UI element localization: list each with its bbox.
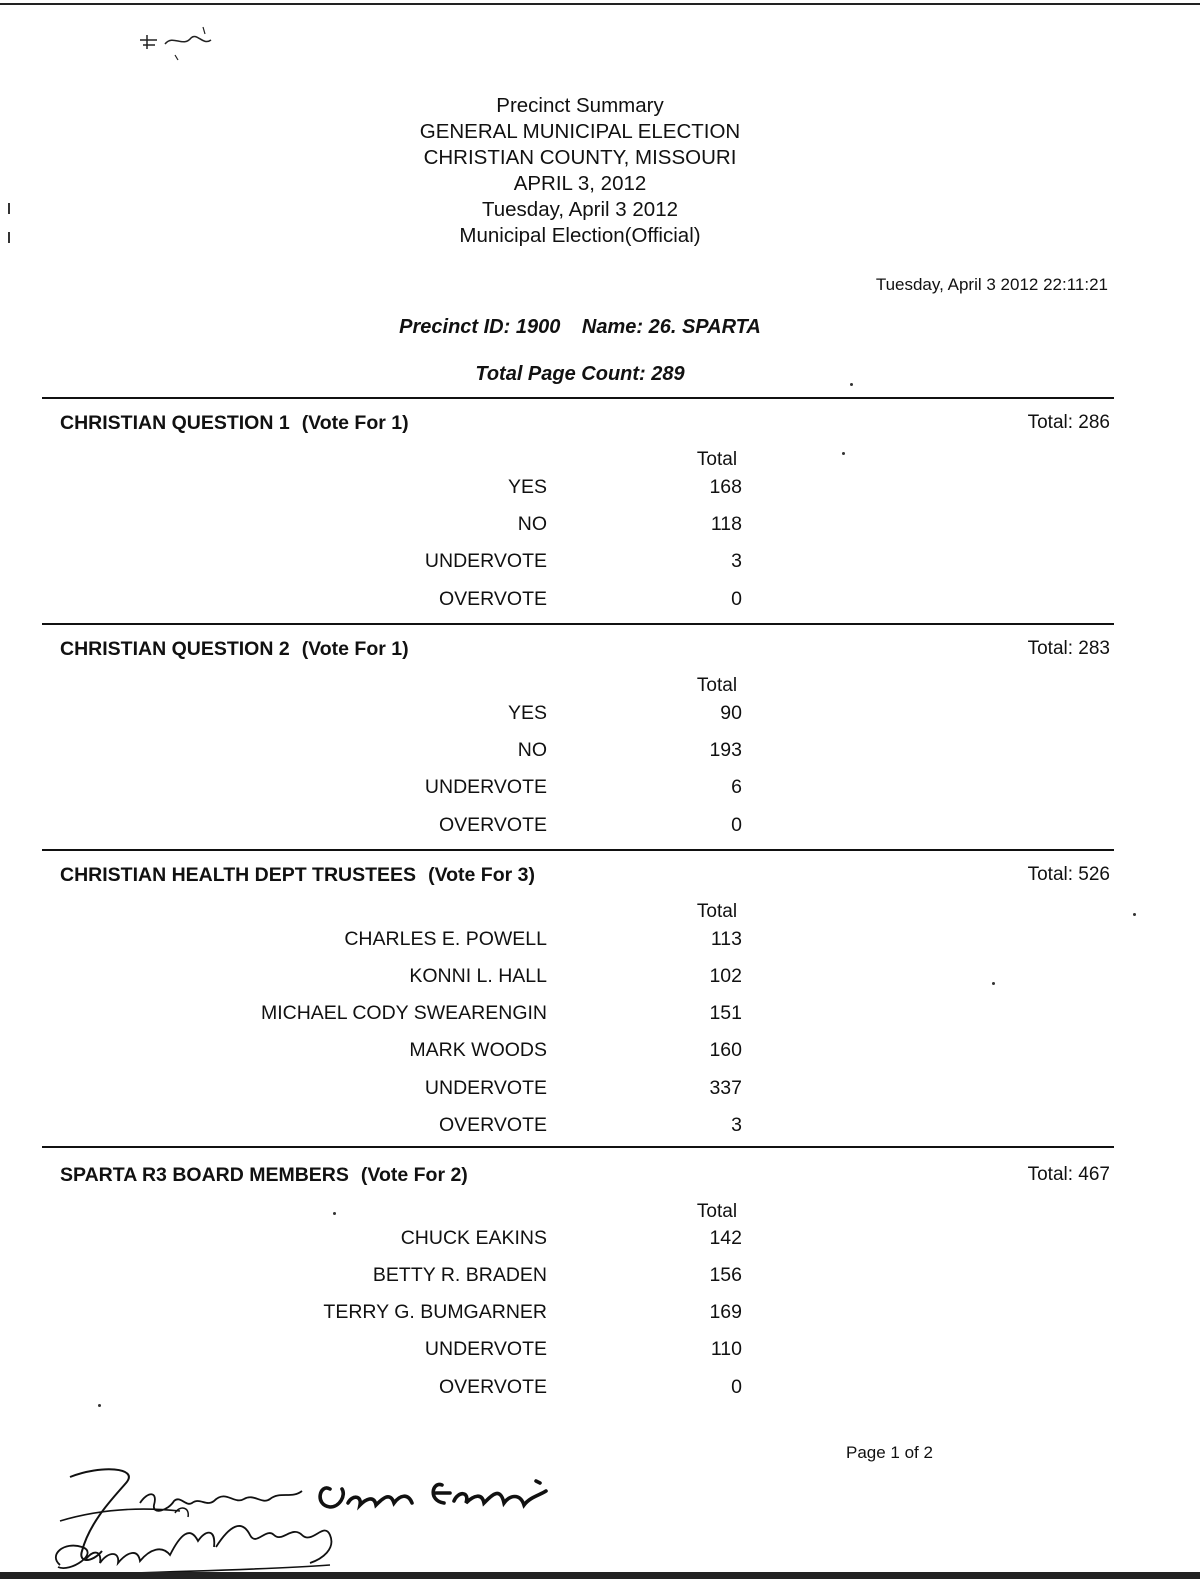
- bottom-edge-bar: [0, 1572, 1200, 1579]
- choice-name: OVERVOTE: [438, 1114, 547, 1136]
- choice-name: OVERVOTE: [438, 1376, 547, 1398]
- choice-name: CHUCK EAKINS: [400, 1227, 547, 1249]
- contest-total: Total: 286: [1027, 412, 1110, 433]
- choice-votes: 160: [709, 1039, 742, 1061]
- choice-name: MICHAEL CODY SWEARENGIN: [260, 1002, 547, 1024]
- choice-votes: 142: [709, 1227, 742, 1249]
- contest-title: [60, 1164, 468, 1187]
- handwritten-initials: [135, 22, 225, 77]
- scan-speck: [992, 982, 995, 985]
- header-line: CHRISTIAN COUNTY, MISSOURI: [423, 146, 737, 169]
- result-row: [0, 550, 1200, 578]
- scan-speck: [98, 1404, 101, 1407]
- header-line: Municipal Election(Official): [459, 224, 701, 247]
- scan-speck: [850, 383, 853, 386]
- column-header-total: Total: [696, 675, 738, 696]
- choice-votes: 156: [709, 1264, 742, 1286]
- header-line: Tuesday, April 3 2012: [481, 198, 678, 221]
- contest-name: CHRISTIAN QUESTION 1: [60, 412, 290, 434]
- column-header-total: Total: [696, 901, 738, 922]
- section-divider: [42, 623, 1114, 625]
- vote-for: (Vote For 3): [428, 864, 535, 886]
- contest-total: Total: 467: [1027, 1164, 1110, 1185]
- contest-title: [60, 638, 409, 661]
- choice-name: TERRY G. BUMGARNER: [323, 1301, 547, 1323]
- result-row: [0, 1301, 1200, 1329]
- precinct-info: [0, 316, 1160, 339]
- choice-votes: 337: [709, 1077, 742, 1099]
- choice-votes: 168: [709, 476, 742, 498]
- contest-title: [60, 864, 535, 887]
- scan-speck: [842, 452, 845, 455]
- column-header-total: Total: [696, 449, 738, 470]
- report-timestamp: Tuesday, April 3 2012 22:11:21: [875, 275, 1108, 294]
- choice-name: UNDERVOTE: [424, 1338, 547, 1360]
- contest-title: [60, 412, 409, 435]
- choice-votes: 90: [720, 702, 742, 724]
- choice-votes: 193: [709, 739, 742, 761]
- result-row: [0, 513, 1200, 541]
- vote-for: (Vote For 1): [301, 638, 409, 660]
- contest-name: SPARTA R3 BOARD MEMBERS: [60, 1164, 349, 1186]
- choice-name: YES: [507, 476, 547, 498]
- choice-name: NO: [517, 513, 547, 535]
- contest-name: CHRISTIAN QUESTION 2: [60, 638, 290, 660]
- choice-votes: 0: [731, 814, 742, 836]
- contest-total: Total: 283: [1027, 638, 1110, 659]
- total-page-count: Total Page Count: 289: [475, 363, 685, 385]
- result-row: [0, 588, 1200, 616]
- precinct-name: Name: 26. SPARTA: [581, 316, 761, 338]
- result-row: [0, 965, 1200, 993]
- header-line: GENERAL MUNICIPAL ELECTION: [419, 120, 741, 143]
- choice-votes: 0: [731, 1376, 742, 1398]
- choice-name: YES: [507, 702, 547, 724]
- result-row: [0, 1338, 1200, 1366]
- choice-name: MARK WOODS: [409, 1039, 547, 1061]
- scan-speck: [1133, 913, 1136, 916]
- vote-for: (Vote For 1): [301, 412, 409, 434]
- contest-total: Total: 526: [1027, 864, 1110, 885]
- choice-name: KONNI L. HALL: [409, 965, 547, 987]
- result-row: [0, 1114, 1200, 1142]
- vote-for: (Vote For 2): [360, 1164, 468, 1186]
- section-divider: [42, 397, 1114, 399]
- choice-votes: 0: [731, 588, 742, 610]
- choice-name: OVERVOTE: [438, 814, 547, 836]
- result-row: [0, 776, 1200, 804]
- handwritten-signatures: [30, 1455, 590, 1579]
- page-number: Page 1 of 2: [846, 1443, 933, 1462]
- column-header-total: Total: [696, 1201, 738, 1222]
- result-row: [0, 814, 1200, 842]
- section-divider: [42, 1146, 1114, 1148]
- choice-name: CHARLES E. POWELL: [344, 928, 547, 950]
- choice-votes: 102: [709, 965, 742, 987]
- choice-name: NO: [517, 739, 547, 761]
- choice-votes: 110: [710, 1338, 742, 1360]
- choice-name: BETTY R. BRADEN: [372, 1264, 547, 1286]
- result-row: [0, 1227, 1200, 1255]
- result-row: [0, 1039, 1200, 1067]
- choice-votes: 118: [710, 513, 742, 535]
- result-row: [0, 476, 1200, 504]
- result-row: [0, 739, 1200, 767]
- precinct-id: Precinct ID: 1900: [399, 316, 561, 338]
- result-row: [0, 1376, 1200, 1404]
- section-divider: [42, 849, 1114, 851]
- contest-name: CHRISTIAN HEALTH DEPT TRUSTEES: [60, 864, 417, 886]
- choice-name: UNDERVOTE: [424, 776, 547, 798]
- choice-name: UNDERVOTE: [424, 1077, 547, 1099]
- choice-votes: 3: [731, 1114, 742, 1136]
- header-line: Precinct Summary: [496, 94, 664, 117]
- header-line: APRIL 3, 2012: [513, 172, 647, 195]
- result-row: [0, 928, 1200, 956]
- result-row: [0, 702, 1200, 730]
- choice-votes: 3: [731, 550, 742, 572]
- choice-name: OVERVOTE: [438, 588, 547, 610]
- choice-name: UNDERVOTE: [424, 550, 547, 572]
- choice-votes: 169: [709, 1301, 742, 1323]
- result-row: [0, 1002, 1200, 1030]
- top-edge-line: [0, 3, 1200, 5]
- result-row: [0, 1077, 1200, 1105]
- result-row: [0, 1264, 1200, 1292]
- choice-votes: 113: [710, 928, 742, 950]
- report-header: [0, 93, 1160, 249]
- choice-votes: 151: [709, 1002, 742, 1024]
- scan-speck: [333, 1212, 336, 1215]
- choice-votes: 6: [731, 776, 742, 798]
